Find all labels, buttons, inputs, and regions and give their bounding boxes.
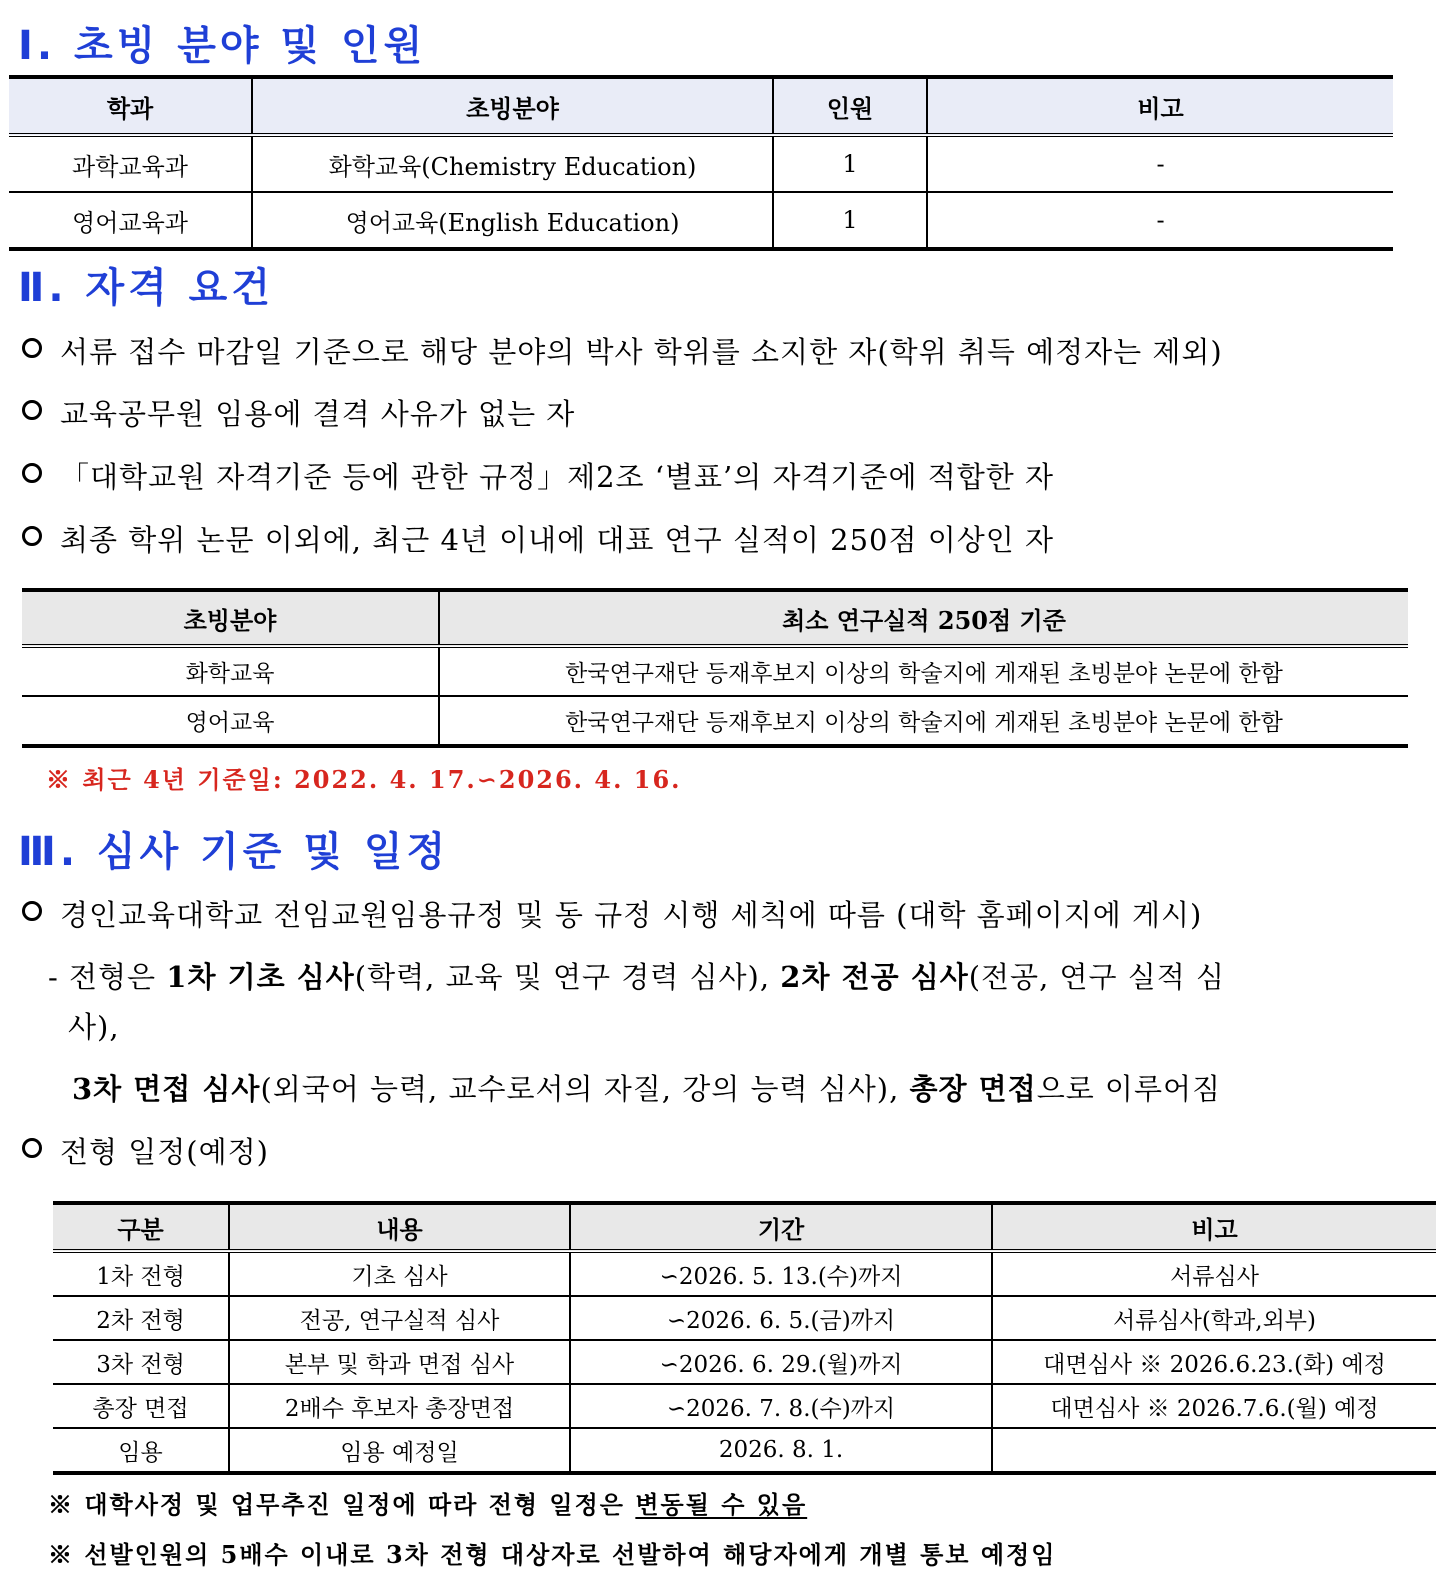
table-row xyxy=(53,1296,1436,1340)
text: 으로 이루어짐 xyxy=(1036,1072,1221,1106)
period-note: ※ 최근 4년 기준일: 2022. 4. 17.∽2026. 4. 16. xyxy=(46,765,682,794)
table-row xyxy=(53,1428,1436,1473)
dash-bullet: - xyxy=(48,960,59,994)
requirement-item xyxy=(22,455,1054,496)
table-header-row xyxy=(22,590,1408,646)
table-cell xyxy=(992,1428,1436,1473)
table-header-row xyxy=(9,77,1393,135)
criteria-item xyxy=(22,893,1202,934)
table-cell: 2차 전형 xyxy=(53,1296,229,1340)
table-row xyxy=(9,192,1393,249)
table-cell: 서류심사 xyxy=(992,1251,1436,1296)
table-cell: 화학교육 xyxy=(22,646,439,696)
table-cell: 서류심사(학과,외부) xyxy=(992,1296,1436,1340)
text: (전공, 연구 실적 심 xyxy=(968,960,1226,994)
table-cell: 총장 면접 xyxy=(53,1384,229,1428)
requirement-item xyxy=(22,330,1223,371)
table-cell: 영어교육 xyxy=(22,696,439,746)
table-cell: ∽2026. 7. 8.(수)까지 xyxy=(570,1384,992,1428)
table-row xyxy=(22,646,1408,696)
table-cell: 3차 전형 xyxy=(53,1340,229,1384)
col-header: 최소 연구실적 250점 기준 xyxy=(439,590,1408,646)
table-cell: 1 xyxy=(773,192,927,249)
col-header: 구분 xyxy=(53,1203,229,1251)
schedule-change-note xyxy=(48,1485,807,1520)
circle-bullet-icon xyxy=(22,400,42,420)
table-cell: 임용 xyxy=(53,1428,229,1473)
table-cell: 대면심사 ※ 2026.6.23.(화) 예정 xyxy=(992,1340,1436,1384)
table-row xyxy=(53,1251,1436,1296)
circle-bullet-icon xyxy=(22,338,42,358)
bold-text: 1차 기초 심사 xyxy=(166,960,355,994)
table-cell: ∽2026. 5. 13.(수)까지 xyxy=(570,1251,992,1296)
col-header: 비고 xyxy=(992,1203,1436,1251)
table-row xyxy=(22,696,1408,746)
table-cell: 한국연구재단 등재후보지 이상의 학술지에 게재된 초빙분야 논문에 한함 xyxy=(439,696,1408,746)
section3-heading: Ⅲ. 심사 기준 및 일정 xyxy=(18,829,450,875)
circle-bullet-icon xyxy=(22,901,42,921)
table-row xyxy=(53,1340,1436,1384)
requirement-text: 최종 학위 논문 이외에, 최근 4년 이내에 대표 연구 실적이 250점 이상인 자 xyxy=(60,523,1055,557)
circle-bullet-icon xyxy=(22,1138,42,1158)
col-header: 인원 xyxy=(773,77,927,135)
requirement-text: 교육공무원 임용에 결격 사유가 없는 자 xyxy=(60,397,576,431)
col-header: 기간 xyxy=(570,1203,992,1251)
note-underlined-text: 변동될 수 있음 xyxy=(635,1490,808,1519)
research-criteria-table xyxy=(22,588,1408,748)
table-cell: 1 xyxy=(773,135,927,192)
bold-text: 2차 전공 심사 xyxy=(780,960,969,994)
table-cell: 2배수 후보자 총장면접 xyxy=(229,1384,570,1428)
col-header: 초빙분야 xyxy=(252,77,773,135)
col-header: 비고 xyxy=(927,77,1393,135)
requirement-item xyxy=(22,518,1054,559)
table-row xyxy=(53,1384,1436,1428)
col-header: 학과 xyxy=(9,77,252,135)
note-text: ※ 대학사정 및 업무추진 일정에 따라 전형 일정은 xyxy=(48,1490,636,1519)
table-header-row xyxy=(53,1203,1436,1251)
text: (학력, 교육 및 연구 경력 심사), xyxy=(354,960,781,994)
positions-table xyxy=(9,75,1393,251)
table-cell: 기초 심사 xyxy=(229,1251,570,1296)
table-cell: 한국연구재단 등재후보지 이상의 학술지에 게재된 초빙분야 논문에 한함 xyxy=(439,646,1408,696)
section1-heading: Ⅰ. 초빙 분야 및 인원 xyxy=(18,23,427,69)
col-header: 내용 xyxy=(229,1203,570,1251)
requirement-text: 「대학교원 자격기준 등에 관한 규정」제2조 ‘별표’의 자격기준에 적합한 자 xyxy=(60,460,1055,494)
table-cell: 화학교육(Chemistry Education) xyxy=(252,135,773,192)
bold-text: 3차 면접 심사 xyxy=(72,1072,261,1106)
table-cell: 1차 전형 xyxy=(53,1251,229,1296)
table-cell: - xyxy=(927,192,1393,249)
criteria-text: 경인교육대학교 전임교원임용규정 및 동 규정 시행 세칙에 따름 (대학 홈페이지에 게시) xyxy=(60,898,1203,932)
text: 사), xyxy=(68,1010,120,1044)
text: 전형은 xyxy=(69,960,167,994)
table-cell: 과학교육과 xyxy=(9,135,252,192)
bold-text: 총장 면접 xyxy=(909,1072,1037,1106)
schedule-text: 전형 일정(예정) xyxy=(60,1135,269,1169)
circle-bullet-icon xyxy=(22,526,42,546)
table-cell: 본부 및 학과 면접 심사 xyxy=(229,1340,570,1384)
requirement-text: 서류 접수 마감일 기준으로 해당 분야의 박사 학위를 소지한 자(학위 취득 예정자는 제외) xyxy=(60,335,1223,369)
table-cell: 전공, 연구실적 심사 xyxy=(229,1296,570,1340)
requirement-item xyxy=(22,392,575,433)
table-cell: 2026. 8. 1. xyxy=(570,1428,992,1473)
schedule-item xyxy=(22,1130,269,1171)
process-description xyxy=(48,955,1225,996)
col-header: 초빙분야 xyxy=(22,590,439,646)
circle-bullet-icon xyxy=(22,463,42,483)
table-cell: - xyxy=(927,135,1393,192)
text: (외국어 능력, 교수로서의 자질, 강의 능력 심사), xyxy=(260,1072,910,1106)
table-cell: ∽2026. 6. 29.(월)까지 xyxy=(570,1340,992,1384)
process-description-line2 xyxy=(72,1067,1221,1108)
process-description-cont xyxy=(68,1005,120,1046)
selection-note: ※ 선발인원의 5배수 이내로 3차 전형 대상자로 선발하여 해당자에게 개별 통보 예정임 xyxy=(48,1540,1057,1569)
schedule-table xyxy=(53,1201,1436,1475)
section2-heading: Ⅱ. 자격 요건 xyxy=(18,265,274,311)
table-cell: 임용 예정일 xyxy=(229,1428,570,1473)
table-cell: ∽2026. 6. 5.(금)까지 xyxy=(570,1296,992,1340)
table-row xyxy=(9,135,1393,192)
table-cell: 영어교육과 xyxy=(9,192,252,249)
table-cell: 대면심사 ※ 2026.7.6.(월) 예정 xyxy=(992,1384,1436,1428)
table-cell: 영어교육(English Education) xyxy=(252,192,773,249)
